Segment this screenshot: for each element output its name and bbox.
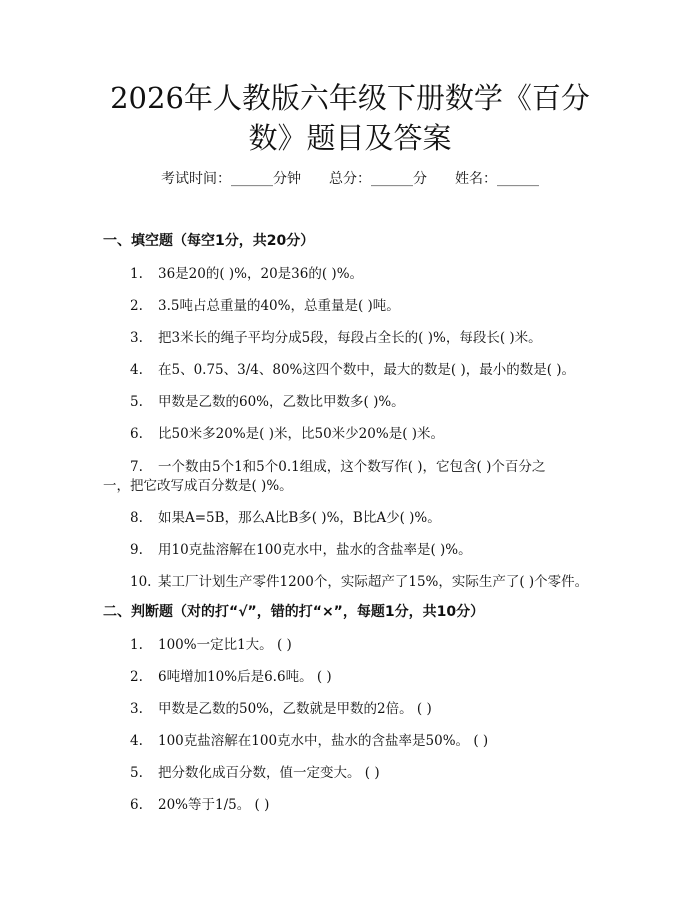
question-item: 4. 100克盐溶解在100克水中，盐水的含盐率是50%。 ( ) [130,733,489,749]
question-item: 3. 把3米长的绳子平均分成5段，每段占全长的( )%，每段长( )米。 [130,330,542,346]
exam-time-field: 考试时间：______分钟 [161,171,301,187]
question-item: 3. 甲数是乙数的50%，乙数就是甲数的2倍。 ( ) [130,701,432,717]
question-item: 1. 36是20的( )%，20是36的( )%。 [130,266,364,282]
question-item: 4. 在5、0.75、3/4、80%这四个数中，最大的数是( )，最小的数是( )。 [130,362,576,378]
question-item: 9. 用10克盐溶解在100克水中，盐水的含盐率是( )%。 [130,542,472,558]
question-item: 6. 比50米多20%是( )米，比50米少20%是( )米。 [130,426,445,442]
question-item: 5. 把分数化成百分数，值一定变大。 ( ) [130,765,380,781]
total-score-field: 总分：______分 [329,171,427,187]
question-continuation: 一，把它改写成百分数是( )%。 [103,478,293,494]
question-item: 2. 3.5吨占总重量的40%，总重量是( )吨。 [130,298,400,314]
question-item: 6. 20%等于1/5。 ( ) [130,797,270,813]
question-item: 1. 100%一定比1大。 ( ) [130,637,292,653]
question-item: 10. 某工厂计划生产零件1200个，实际超产了15%，实际生产了( )个零件。 [130,574,589,590]
question-item: 8. 如果A=5B，那么A比B多( )%，B比A少( )%。 [130,510,441,526]
question-item: 5. 甲数是乙数的60%，乙数比甲数多( )%。 [130,394,405,410]
question-item: 2. 6吨增加10%后是6.6吨。 ( ) [130,669,332,685]
section-heading-true-false: 二、判断题（对的打“√”，错的打“×”，每题1分，共10分） [103,604,485,620]
page-title: 2026年人教版六年级下册数学《百分数》题目及答案 [110,81,590,155]
section-heading-fill-blank: 一、填空题（每空1分，共20分） [103,233,315,249]
student-name-field: 姓名：______ [455,171,539,187]
exam-meta [0,168,700,188]
question-item: 7. 一个数由5个1和5个0.1组成，这个数写作( )，它包含( )个百分之 [130,459,546,475]
